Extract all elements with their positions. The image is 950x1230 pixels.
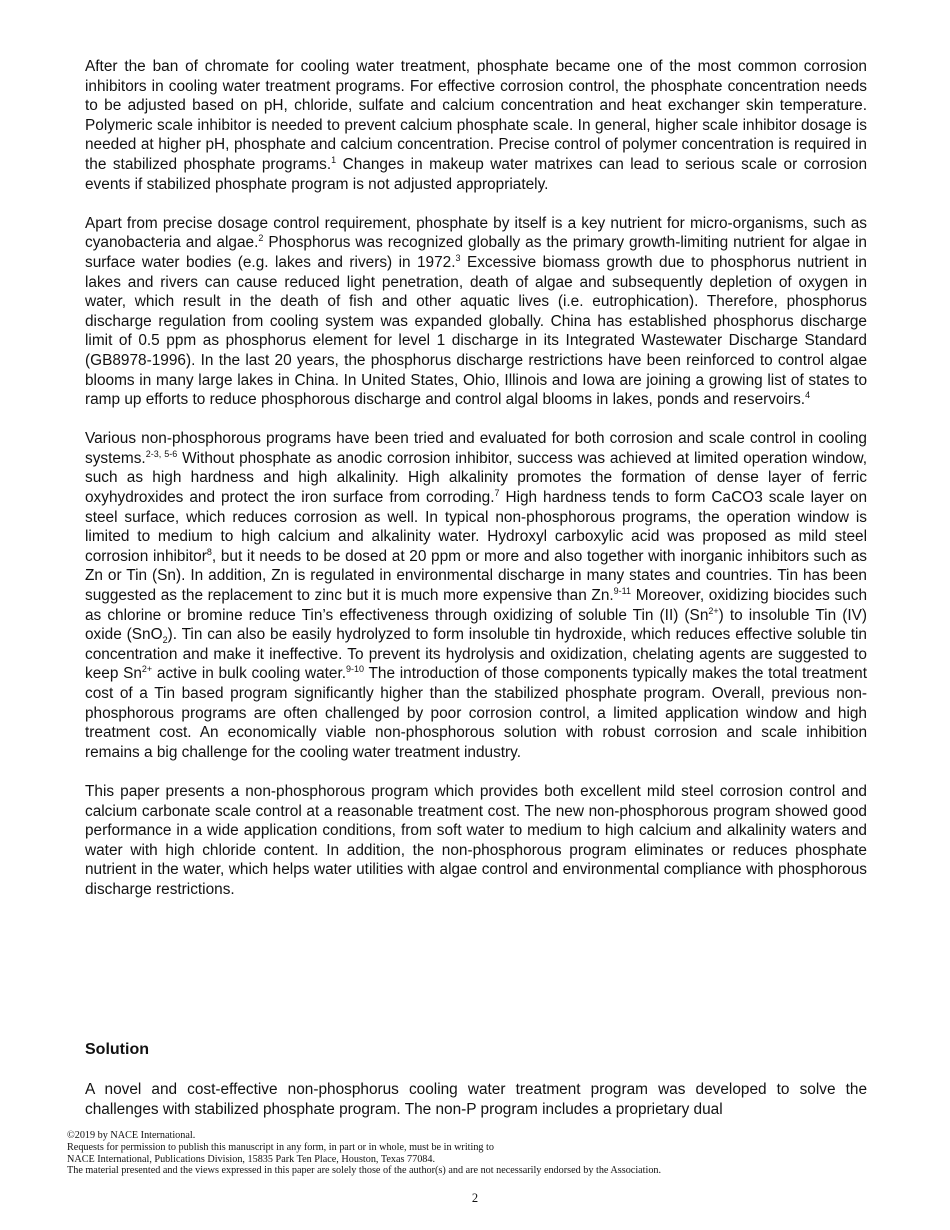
reference-marker: 1 <box>331 154 337 165</box>
paragraph-text: active in bulk cooling water. <box>152 665 347 683</box>
paragraph-text: The introduction of those components typically makes the total treatment cost of a Tin based program significantly higher than the stabilized phosphate program. Overall, previous non-phosphorous programs are often challenged by poor corrosion control, a limited application window and high treatment cost. An economically viable non-phosphorous solution with robust corrosion and scale inhibition remains a big challenge for the cooling water treatment industry. <box>85 665 867 761</box>
paragraph-text: High hardness tends to form CaCO3 scale layer on steel surface, which reduces corrosion as well. In typical non-phosphorous programs, the operation window is limited to medium to high calcium and alkalinity water. Hydroxyl carboxylic acid was proposed as mild steel corrosion inhibitor <box>85 489 867 565</box>
paragraph-paper-scope: This paper presents a non-phosphorous program which provides both excellent mild steel corrosion control and calcium carbonate scale control at a reasonable treatment cost. The new non-phosphorous program showed good performance in a wide application conditions, from soft water to medium to high calcium and alkalinity waters and water with high chloride content. In addition, the non-phosphorous program eliminates or reduces phosphate nutrient in the water, which helps water utilities with algae control and environmental compliance with phosphorous discharge restrictions. <box>85 782 867 898</box>
paragraph-text: Without phosphate as anodic corrosion inhibitor, success was achieved at limited operation window, such as high hardness and high alkalinity. High alkalinity promotes the formation of dense layer of ferric oxyhydroxides and protect the iron surface from corroding. <box>85 449 867 507</box>
paragraph-phosphorus-nutrient <box>85 214 867 410</box>
superscript-charge: 2+ <box>708 605 719 616</box>
paragraph-text: ) to insoluble Tin (IV) oxide (SnO <box>85 606 867 644</box>
paragraph-text: ). Tin can also be easily hydrolyzed to form insoluble tin hydroxide, which reduces effective soluble tin concentration and make it ineffective. To prevent its hydrolysis and oxidization, chelating agents are suggested to keep Sn <box>85 626 867 683</box>
paragraph-phosphate-history <box>85 57 867 194</box>
reference-marker: 8 <box>206 546 212 557</box>
section-heading: Solution <box>85 1041 149 1058</box>
paragraph-solution: A novel and cost-effective non-phosphorus cooling water treatment program was developed to solve the challenges with stabilized phosphate program. The non-P program includes a proprietary dual <box>85 1081 867 1118</box>
address-line: NACE International, Publications Division, 15835 Park Ten Place, Houston, Texas 77084. <box>67 1153 436 1165</box>
copyright-footer <box>67 1130 897 1177</box>
reference-marker: 7 <box>494 487 500 498</box>
paragraph-text: Phosphorus was recognized globally as the primary growth-limiting nutrient for algae in surface water bodies (e.g. lakes and rivers) in 1972. <box>85 234 867 271</box>
page-number: 2 <box>471 1191 479 1205</box>
paragraph-text: Moreover, oxidizing biocides such as chlorine or bromine reduce Tin’s effectiveness through oxidizing of soluble Tin (II) (Sn <box>85 587 867 624</box>
permission-line: Requests for permission to publish this manuscript in any form, in part or in whole, must be in writing to <box>67 1141 494 1153</box>
paragraph-text: Changes in makeup water matrixes can lead to serious scale or corrosion events if stabilized phosphate program is not adjusted appropriately. <box>85 155 867 193</box>
subscript-index: 2 <box>162 635 168 646</box>
reference-marker: 9-11 <box>613 585 632 596</box>
body-text <box>85 57 867 919</box>
reference-marker: 4 <box>805 389 811 400</box>
paragraph-text: Apart from precise dosage control requirement, phosphate by itself is a key nutrient for micro-organisms, such as cyanobacteria and algae. <box>85 214 867 252</box>
reference-marker: 2 <box>258 233 264 244</box>
reference-marker: 3 <box>455 252 461 263</box>
reference-marker: 9-10 <box>346 664 365 675</box>
superscript-charge: 2+ <box>141 664 153 675</box>
reference-marker: 2-3, 5-6 <box>145 448 178 459</box>
paragraph-non-phosphorous-history <box>85 429 867 762</box>
copyright-line: ©2019 by NACE International. <box>67 1130 196 1141</box>
paragraph-text: , but it needs to be dosed at 20 ppm or more and also together with inorganic inhibitors such as Zn or Tin (Sn). In addition, Zn is regulated in environmental discharge in many states and countries. Tin has been suggested as the replacement to zinc but it is much more expensive than Zn. <box>85 547 867 605</box>
disclaimer-line: The material presented and the views expressed in this paper are solely those of the author(s) and are not necessarily endorsed by the Association. <box>67 1165 662 1177</box>
paragraph-text: Excessive biomass growth due to phosphorus nutrient in lakes and rivers can cause reduced light penetration, death of algae and subsequently depletion of oxygen in water, which result in the death of fish and other aquatic lives (i.e. eutrophication). Therefore, phosphorus discharge regulation from cooling system was expanded globally. China has established phosphorus discharge limit of 0.5 ppm as phosphorus element for level 1 discharge in its Integrated Wastewater Discharge Standard (GB8978-1996). In the last 20 years, the phosphorus discharge restrictions have been reinforced to control algae blooms in many large lakes in China. In United States, Ohio, Illinois and Iowa are joining a growing list of states to ramp up efforts to reduce phosphorous discharge and control algal blooms in lakes, ponds and reservoirs. <box>85 253 867 409</box>
paragraph-text: After the ban of chromate for cooling water treatment, phosphate became one of the most common corrosion inhibitors in cooling water treatment programs. For effective corrosion control, the phosphate concentration needs to be adjusted based on pH, chloride, sulfate and calcium concentration and heat exchanger skin temperature. Polymeric scale inhibitor is needed to prevent calcium phosphate scale. In general, higher scale inhibitor dosage is needed at higher pH, phosphate and calcium concentration. Precise control of polymer concentration is required in the stabilized phosphate programs. <box>85 58 867 173</box>
paragraph-text: Various non-phosphorous programs have been tried and evaluated for both corrosion and scale control in cooling systems. <box>85 430 867 467</box>
